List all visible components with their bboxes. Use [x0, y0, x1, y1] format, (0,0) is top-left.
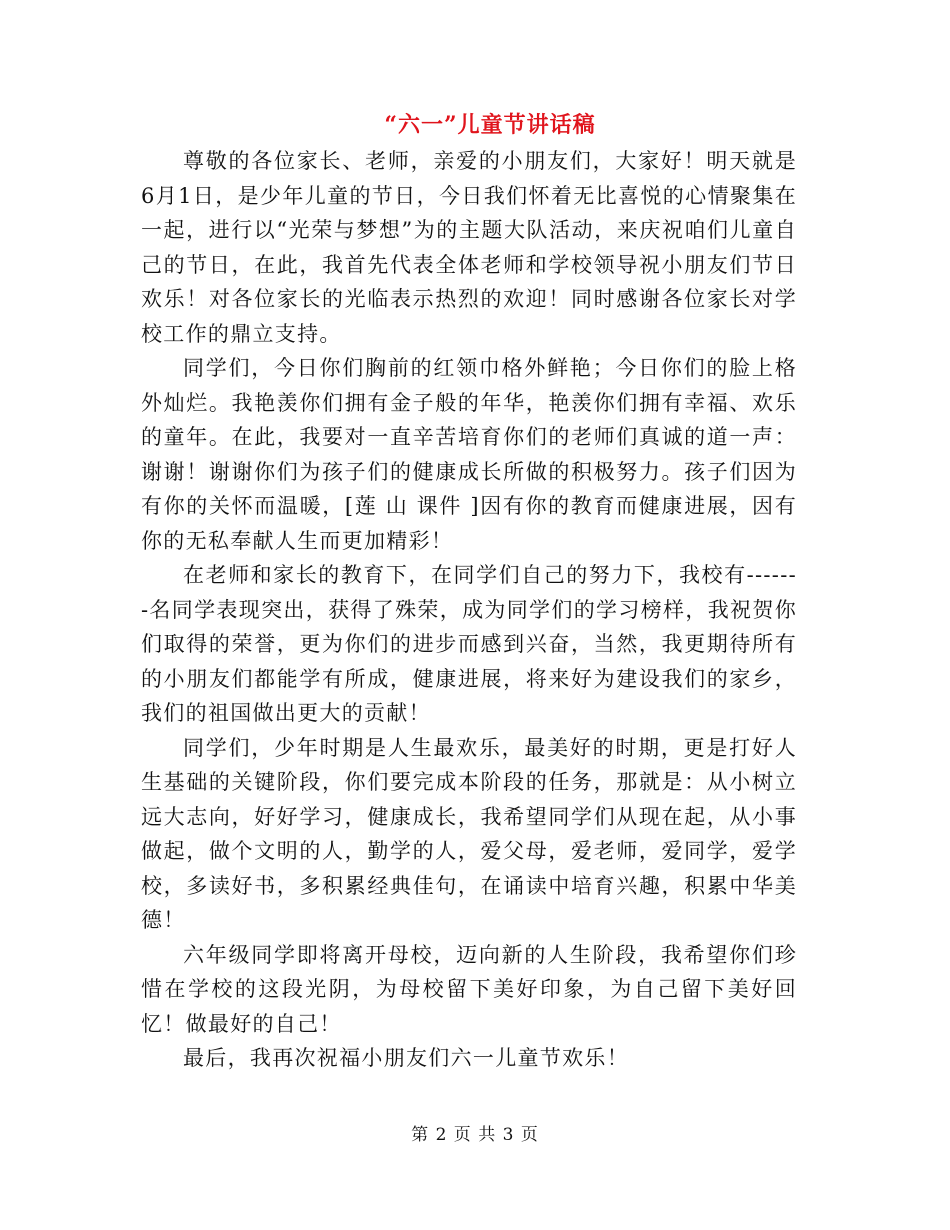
- document-body: [141, 144, 797, 1076]
- page-number-footer: 第 2 页 共 3 页: [411, 1125, 539, 1145]
- paragraph-aspirations: 同学们，少年时期是人生最欢乐，最美好的时期，更是打好人生基础的关键阶段，你们要完成本阶段的任务，那就是：从小树立远大志向，好好学习，健康成长，我希望同学们从现在起，从小事做起，做个文明的人，勤学的人，爱父母，爱老师，爱同学，爱学校，多读好书，多积累经典佳句，在诵读中培育兴趣，积累中华美德！: [141, 735, 797, 932]
- paragraph-honors: 在老师和家长的教育下，在同学们自己的努力下，我校有-------名同学表现突出，获得了殊荣，成为同学们的学习榜样，我祝贺你们取得的荣誉，更为你们的进步而感到兴奋，当然，我更期待所有的小朋友们都能学有所成，健康进展，将来好为建设我们的家乡，我们的祖国做出更大的贡献！: [141, 563, 797, 725]
- document-title: “六一”儿童节讲话稿: [384, 112, 596, 138]
- paragraph-thanks-teachers: 同学们，今日你们胸前的红领巾格外鲜艳；今日你们的脸上格外灿烂。我艳羡你们拥有金子般的年华，艳羡你们拥有幸福、欢乐的童年。在此，我要对一直辛苦培育你们的老师们真诚的道一声：谢谢！谢谢你们为孩子们的健康成长所做的积极努力。孩子们因为有你的关怀而温暖，[莲 山 课件 ]因有你的教育而健康进展，因有你的无私奉献人生而更加精彩！: [141, 356, 797, 553]
- paragraph-closing: 最后，我再次祝福小朋友们六一儿童节欢乐！: [183, 1046, 629, 1070]
- paragraph-greeting: 尊敬的各位家长、老师，亲爱的小朋友们，大家好！明天就是6月1日，是少年儿童的节日，今日我们怀着无比喜悦的心情聚集在一起，进行以“光荣与梦想”为的主题大队活动，来庆祝咱们儿童自己的节日，在此，我首先代表全体老师和学校领导祝小朋友们节日欢乐！对各位家长的光临表示热烈的欢迎！同时感谢各位家长对学校工作的鼎立支持。: [141, 149, 797, 346]
- paragraph-graduates: 六年级同学即将离开母校，迈向新的人生阶段，我希望你们珍惜在学校的这段光阴，为母校留下美好印象，为自己留下美好回忆！做最好的自己！: [141, 942, 797, 1036]
